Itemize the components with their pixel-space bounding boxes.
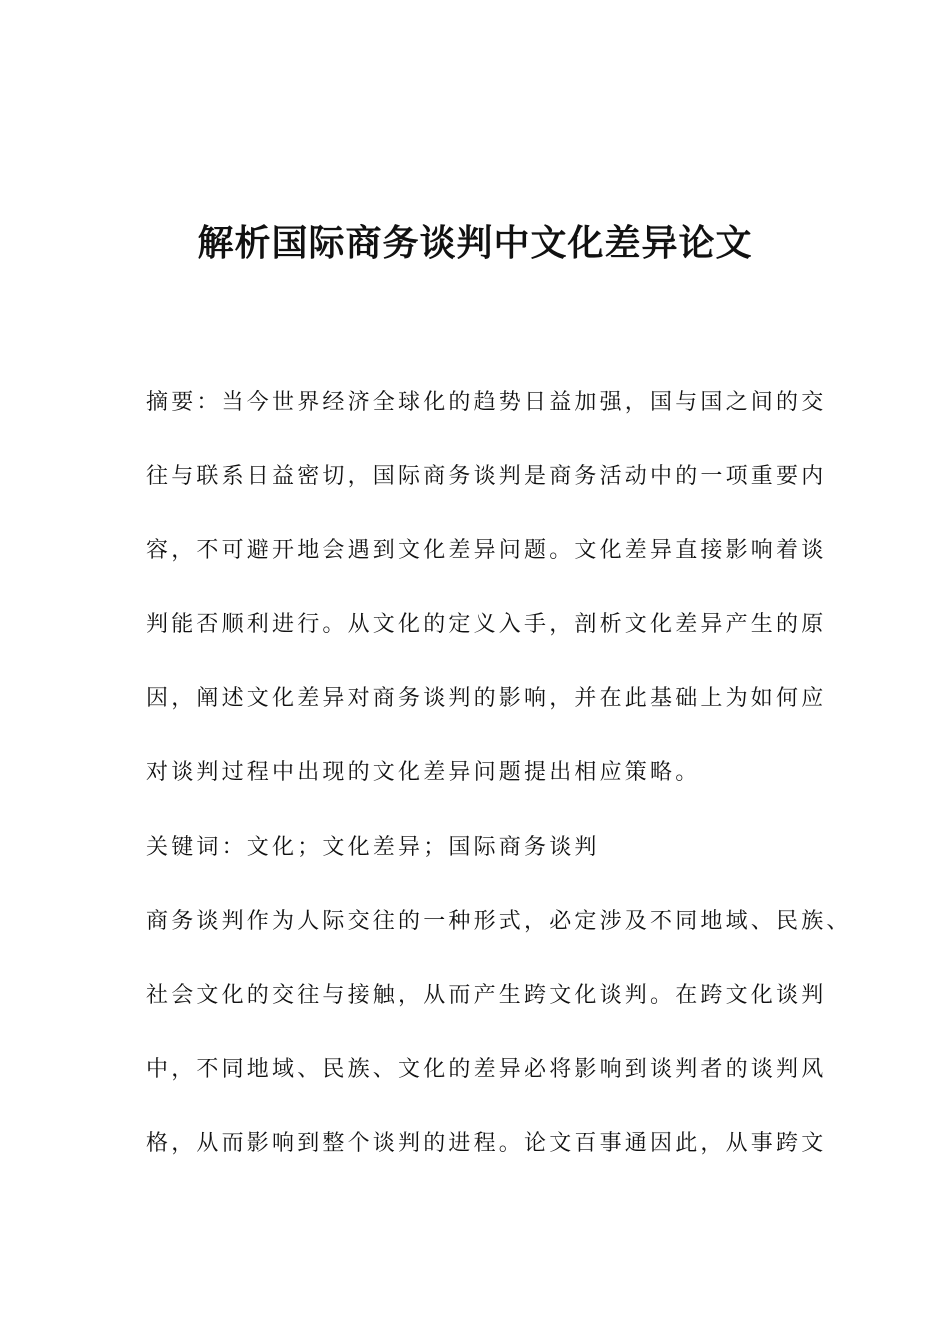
- body-line: 格，从而影响到整个谈判的进程。论文百事通因此，从事跨文: [146, 1131, 827, 1156]
- abstract-line: 判能否顺利进行。从文化的定义入手，剖析文化差异产生的原: [146, 612, 827, 637]
- document-title: 解析国际商务谈判中文化差异论文: [197, 223, 753, 264]
- abstract-line: 往与联系日益密切，国际商务谈判是商务活动中的一项重要内: [146, 464, 827, 489]
- abstract-line: 摘要：当今世界经济全球化的趋势日益加强，国与国之间的交: [146, 390, 827, 415]
- body-line: 商务谈判作为人际交往的一种形式，必定涉及不同地域、民族、: [146, 909, 852, 934]
- abstract-line: 容，不可避开地会遇到文化差异问题。文化差异直接影响着谈: [146, 538, 827, 563]
- body-line: 中，不同地域、民族、文化的差异必将影响到谈判者的谈判风: [146, 1057, 827, 1082]
- keywords-line: 关键词：文化；文化差异；国际商务谈判: [146, 835, 600, 860]
- abstract-line: 对谈判过程中出现的文化差异问题提出相应策略。: [146, 760, 701, 785]
- abstract-line: 因，阐述文化差异对商务谈判的影响，并在此基础上为如何应: [146, 686, 827, 711]
- body-line: 社会文化的交往与接触，从而产生跨文化谈判。在跨文化谈判: [146, 983, 827, 1008]
